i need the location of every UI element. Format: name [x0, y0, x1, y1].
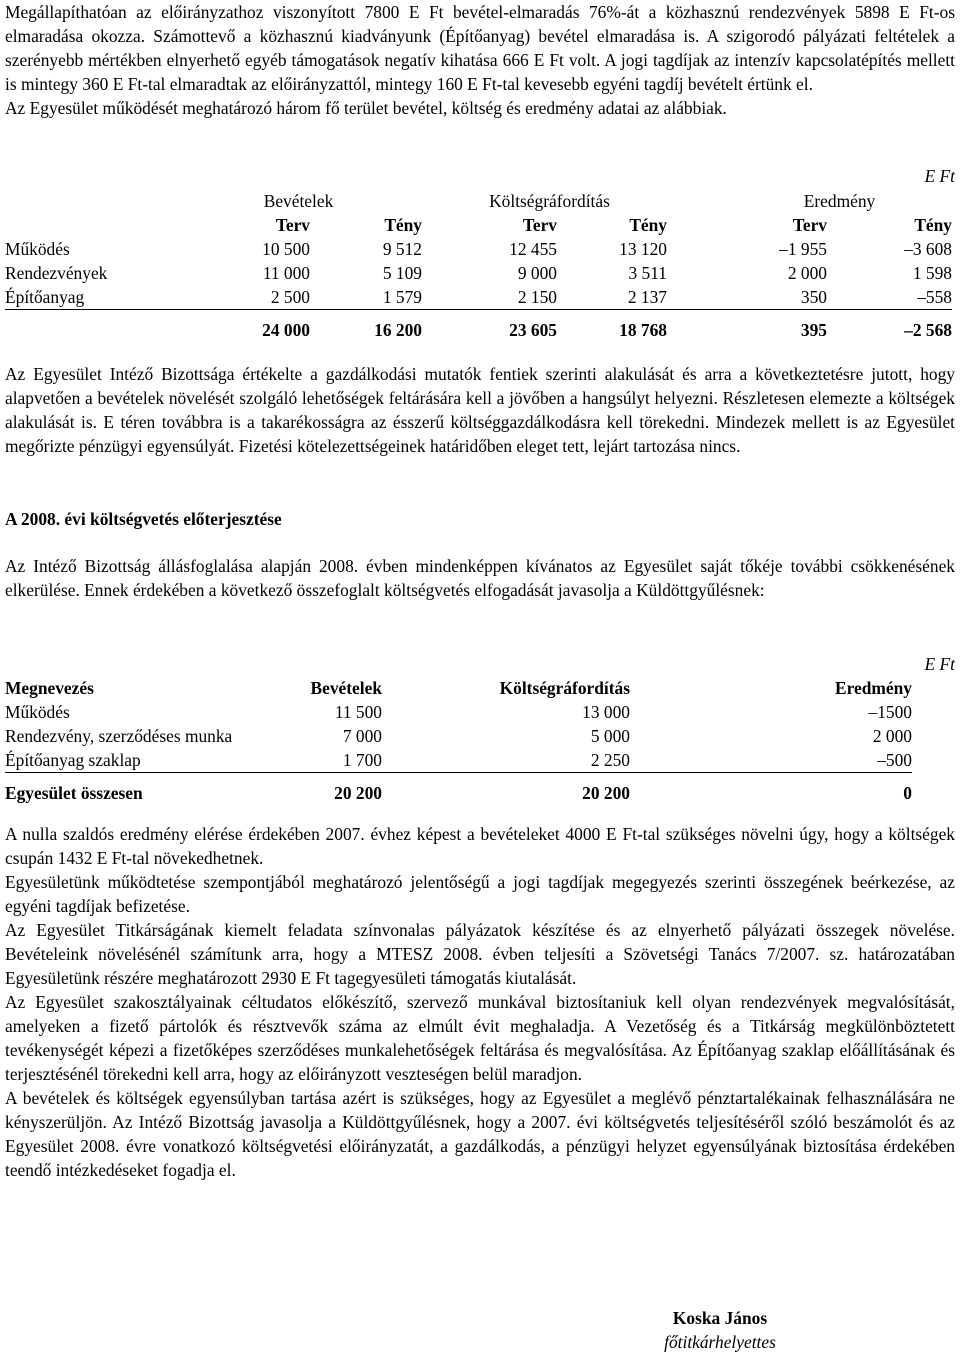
row-label: Működés: [5, 702, 70, 722]
table-cell: 11 000: [262, 263, 310, 283]
table-cell: 2 250: [590, 750, 630, 770]
intro-paragraph-1: Megállapíthatóan az előirányzathoz viszonyított 7800 E Ft bevétel-elmaradás 76%-át a közhasznú rendezvények 5898 E Ft-os elmaradása okozza. Számottevő a közhasznú kiadványunk (Építőanyag) bevétel elmaradása is. A szigorodó pályázati feltételek a szerényebb mértékben elnyerhető egyéb támogatások negatív kihatása 666 E Ft volt. A jogi tagdíjak az intenzív kapcsolatépítés mellett is mintegy 360 E Ft-tal elmaradtak az előirányzattól, mintegy 160 E Ft-tal kevesebb egyéni tagdíj bevételt értünk el.: [5, 2, 955, 94]
table-cell: 1 598: [912, 263, 952, 283]
table-cell: 2 000: [872, 726, 912, 746]
table-cell: 10 500: [262, 239, 310, 259]
results-table: [5, 189, 952, 342]
table-cell: 13 000: [582, 702, 630, 722]
row-label: Rendezvények: [5, 263, 108, 283]
total-cell: 0: [903, 783, 912, 803]
row-label: Rendezvény, szerződéses munka: [5, 726, 233, 746]
table-cell: 5 000: [590, 726, 630, 746]
table-cell: –558: [917, 287, 952, 307]
signature-name: Koska János: [672, 1308, 768, 1328]
sub-header: Tény: [384, 215, 422, 235]
row-label: Építőanyag szaklap: [5, 750, 141, 770]
row-label: Működés: [5, 239, 70, 259]
closing-paragraph-1: A nulla szaldós eredmény elérése érdekében 2007. évhez képest a bevételeket 4000 E Ft-tal szükséges növelni úgy, hogy a költségek csupán 1432 E Ft-tal növekedhetnek.: [5, 824, 955, 868]
table-cell: –1500: [868, 702, 912, 722]
table-cell: 7 000: [342, 726, 382, 746]
table-cell: 3 511: [628, 263, 667, 283]
group-header-koltseg: Költségráfordítás: [489, 191, 610, 211]
table1-sub-header-row: [5, 213, 952, 237]
table-row: [5, 237, 952, 261]
table-cell: 12 455: [509, 239, 557, 259]
signature-role: főtitkárhelyettes: [664, 1332, 776, 1352]
evaluation-section: [5, 362, 955, 458]
table-cell: 1 579: [382, 287, 422, 307]
table-cell: 2 000: [787, 263, 827, 283]
table2-header-row: [5, 676, 912, 700]
sub-header: Terv: [792, 215, 827, 235]
evaluation-paragraph: Az Egyesület Intéző Bizottsága értékelte a gazdálkodási mutatók fentiek szerinti alakulását és arra a következtetésre jutott, hogy alapvetően a bevételek növelését szolgáló lehetőségek feltárására kell a jövőben a hangsúlyt helyezni. Részletesen elemezte a költségek alakulását is. E téren továbbra is a takarékosságra az ésszerű költséggazdálkodásra kell törekedni. Mindezek mellett is az Egyesület megőrizte pénzügyi egyensúlyát. Fizetési kötelezettségeinek határidőben eleget tett, lejárt tartozása nincs.: [5, 364, 955, 456]
table1-unit: E Ft: [924, 166, 955, 186]
table-row: [5, 700, 912, 724]
table-cell: 9 512: [382, 239, 422, 259]
header-eredmeny: Eredmény: [835, 678, 912, 698]
table-cell: 2 137: [627, 287, 667, 307]
group-header-eredmeny: Eredmény: [803, 191, 876, 211]
sub-header: Terv: [275, 215, 310, 235]
table-cell: 2 150: [517, 287, 557, 307]
total-cell: 24 000: [262, 320, 310, 340]
table-total-row: [5, 773, 912, 806]
table-cell: 2 500: [270, 287, 310, 307]
closing-paragraph-2: Egyesületünk működtetése szempontjából meghatározó jelentőségű a jogi tagdíjak megegyezés szerinti összegének beérkezése, az egyéni tagdíjak befizetése.: [5, 872, 955, 916]
sub-header: Terv: [522, 215, 557, 235]
table-row: [5, 261, 952, 285]
total-cell: –2 568: [904, 320, 952, 340]
table-cell: –500: [877, 750, 912, 770]
row-label: Építőanyag: [5, 287, 85, 307]
table-total-row: [5, 310, 952, 343]
closing-paragraph-3: Az Egyesület Titkárságának kiemelt feladata színvonalas pályázatok készítése és az elnyerhető pályázati összegek növelése. Bevételeink növelésénél számítunk arra, hogy a MTESZ 2008. évben teljesíti a Szövetségi Tanács 7/2007. sz. határozatában Egyesületünk részére meghatározott 2930 E Ft tagegyesületi támogatás kiutalását.: [5, 920, 955, 988]
sub-header: Tény: [914, 215, 952, 235]
table-cell: –3 608: [904, 239, 952, 259]
total-cell: 395: [800, 320, 827, 340]
proposal-paragraph: Az Intéző Bizottság állásfoglalása alapján 2008. évben mindenképpen kívánatos az Egyesület saját tőkéje további csökkenésének elkerülése. Ennek érdekében a következő összefoglalt költségvetés elfogadását javasolja a Küldöttgyűlésnek:: [5, 556, 955, 600]
intro-paragraph-2: Az Egyesület működését meghatározó három fő terület bevétel, költség és eredmény adatai az alábbiak.: [5, 98, 727, 118]
table-cell: 5 109: [382, 263, 422, 283]
closing-section: [5, 822, 955, 1182]
total-cell: 20 200: [334, 783, 382, 803]
header-koltseg: Költségráfordítás: [499, 678, 630, 698]
intro-section: [5, 0, 955, 120]
table-cell: 13 120: [619, 239, 667, 259]
table2-unit: E Ft: [924, 654, 955, 674]
table-row: [5, 748, 912, 773]
total-cell: 20 200: [582, 783, 630, 803]
group-header-bevetelek: Bevételek: [263, 191, 334, 211]
header-megnevezes: Megnevezés: [5, 678, 94, 698]
total-label: Egyesület összesen: [5, 783, 143, 803]
header-bevetelek: Bevételek: [310, 678, 382, 698]
table-cell: 9 000: [517, 263, 557, 283]
sub-header: Tény: [629, 215, 667, 235]
table-cell: 11 500: [334, 702, 382, 722]
table1-group-header-row: [5, 189, 952, 213]
table-cell: 350: [800, 287, 827, 307]
total-cell: 16 200: [374, 320, 422, 340]
closing-paragraph-5: A bevételek és költségek egyensúlyban tartása azért is szükséges, hogy az Egyesület a meglévő pénztartalékainak felhasználására ne kényszerüljön. Az Intéző Bizottság javasolja a Küldöttgyűlésnek, hogy a 2007. évi költségvetés teljesítéséről szóló beszámolót és az Egyesület 2008. évre vonatkozó költségvetési előirányzatát, a gazdálkodás, a pénzügyi helyzet egyensúlyának biztosítása érdekében teendő intézkedéseket fogadja el.: [5, 1088, 955, 1180]
proposal-section: [5, 554, 955, 602]
budget-table: [5, 676, 912, 805]
table-row: [5, 724, 912, 748]
total-cell: 18 768: [619, 320, 667, 340]
table-cell: 1 700: [342, 750, 382, 770]
closing-paragraph-4: Az Egyesület szakosztályainak céltudatos előkészítő, szervező munkával biztosítaniuk kell olyan rendezvények megvalósítását, amelyeken a fizető pártolók és résztvevők száma az elmúlt évit meghaladja. A Vezetőség és a Titkárság megkülönböztetett tevékenységét képezi a fizetőképes szerződéses munkalehetőségek feltárása és megvalósítása. Az Építőanyag szaklap előállításának és terjesztésénél törekedni kell arra, hogy az előirányzott veszteségen belül maradjon.: [5, 992, 955, 1084]
section-title: A 2008. évi költségvetés előterjesztése: [5, 509, 282, 529]
total-cell: 23 605: [509, 320, 557, 340]
table-row: [5, 285, 952, 310]
table-cell: –1 955: [779, 239, 827, 259]
